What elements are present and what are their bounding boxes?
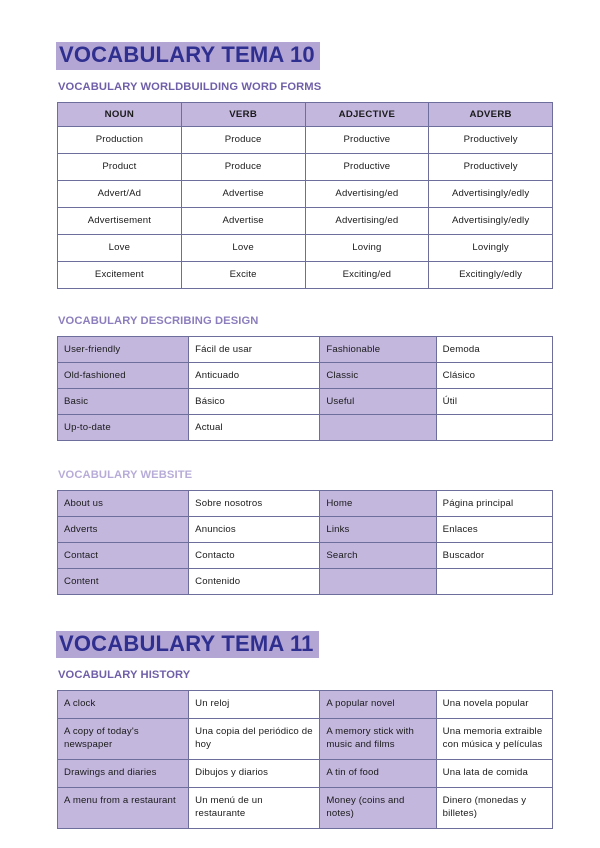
cell: Love — [58, 234, 182, 261]
cell: Productive — [305, 153, 429, 180]
cell: Productive — [305, 126, 429, 153]
table-row — [58, 490, 553, 516]
cell-term-es: Útil — [436, 388, 552, 414]
cell-term-es: Clásico — [436, 362, 552, 388]
table-row — [58, 691, 553, 719]
table-row — [58, 126, 553, 153]
cell-term-en: User-friendly — [58, 336, 189, 362]
table-row — [58, 542, 553, 568]
cell: Advertising/ed — [305, 207, 429, 234]
cell: Advertisingly/edly — [429, 180, 553, 207]
table-website — [57, 490, 553, 595]
cell: Product — [58, 153, 182, 180]
cell-term-es: Dibujos y diarios — [189, 760, 320, 788]
cell-term-es: Buscador — [436, 542, 552, 568]
cell-term-en: Basic — [58, 388, 189, 414]
cell-term-en: A memory stick with music and films — [320, 719, 436, 760]
column-header-adjective: ADJECTIVE — [305, 102, 429, 126]
cell-term-es: Página principal — [436, 490, 552, 516]
cell-empty — [320, 568, 436, 594]
table-row — [58, 760, 553, 788]
table-row — [58, 180, 553, 207]
cell: Excite — [181, 261, 305, 288]
cell-term-en: Content — [58, 568, 189, 594]
cell: Advertisement — [58, 207, 182, 234]
table-header-row — [58, 102, 553, 126]
cell: Advert/Ad — [58, 180, 182, 207]
cell-term-es: Contacto — [189, 542, 320, 568]
cell-term-es: Anuncios — [189, 516, 320, 542]
cell-term-en: Drawings and diaries — [58, 760, 189, 788]
table-row — [58, 336, 553, 362]
table-row — [58, 719, 553, 760]
cell: Lovingly — [429, 234, 553, 261]
cell-term-en: Adverts — [58, 516, 189, 542]
cell-term-en: Fashionable — [320, 336, 436, 362]
table-row — [58, 516, 553, 542]
table-row — [58, 788, 553, 829]
cell-term-es: Dinero (monedas y billetes) — [436, 788, 552, 829]
cell-term-en: Contact — [58, 542, 189, 568]
cell-term-es: Contenido — [189, 568, 320, 594]
table-row — [58, 388, 553, 414]
cell-term-es: Enlaces — [436, 516, 552, 542]
cell-term-es: Una memoria extraible con música y películas — [436, 719, 552, 760]
table-row — [58, 207, 553, 234]
cell-term-en: A copy of today's newspaper — [58, 719, 189, 760]
section-heading-history: VOCABULARY HISTORY — [58, 669, 191, 682]
page-title-tema-10: VOCABULARY TEMA 10 — [56, 42, 320, 70]
section-heading-describing-design: VOCABULARY DESCRIBING DESIGN — [58, 314, 259, 327]
cell-term-en: Up-to-date — [58, 414, 189, 440]
cell: Excitement — [58, 261, 182, 288]
column-header-noun: NOUN — [58, 102, 182, 126]
cell-term-es: Fácil de usar — [189, 336, 320, 362]
cell-term-es: Anticuado — [189, 362, 320, 388]
cell: Loving — [305, 234, 429, 261]
cell: Exciting/ed — [305, 261, 429, 288]
cell: Excitingly/edly — [429, 261, 553, 288]
column-header-verb: VERB — [181, 102, 305, 126]
cell-empty — [320, 414, 436, 440]
cell-term-en: A tin of food — [320, 760, 436, 788]
cell-term-en: Old-fashioned — [58, 362, 189, 388]
cell-term-en: Search — [320, 542, 436, 568]
cell-term-es: Una copia del periódico de hoy — [189, 719, 320, 760]
cell: Production — [58, 126, 182, 153]
cell-term-es: Demoda — [436, 336, 552, 362]
table-row — [58, 414, 553, 440]
cell-term-es: Básico — [189, 388, 320, 414]
table-describing-design — [57, 336, 553, 441]
cell-term-es: Una novela popular — [436, 691, 552, 719]
cell: Produce — [181, 126, 305, 153]
cell-term-en: A menu from a restaurant — [58, 788, 189, 829]
cell-term-es: Sobre nosotros — [189, 490, 320, 516]
cell-empty — [436, 414, 552, 440]
section-heading-website: VOCABULARY WEBSITE — [58, 468, 193, 481]
cell: Advertise — [181, 180, 305, 207]
cell-term-es: Una lata de comida — [436, 760, 552, 788]
cell-term-en: Links — [320, 516, 436, 542]
cell-term-es: Un reloj — [189, 691, 320, 719]
cell: Produce — [181, 153, 305, 180]
cell-term-en: Classic — [320, 362, 436, 388]
table-row — [58, 234, 553, 261]
cell-term-es: Actual — [189, 414, 320, 440]
table-word-forms — [57, 102, 553, 289]
table-row — [58, 153, 553, 180]
table-history — [57, 690, 553, 829]
cell-term-en: Money (coins and notes) — [320, 788, 436, 829]
table-row — [58, 362, 553, 388]
cell: Productively — [429, 153, 553, 180]
cell-term-en: A clock — [58, 691, 189, 719]
section-heading-word-forms: VOCABULARY WORLDBUILDING WORD FORMS — [58, 80, 322, 93]
cell: Advertise — [181, 207, 305, 234]
cell-term-en: Useful — [320, 388, 436, 414]
cell: Productively — [429, 126, 553, 153]
cell-empty — [436, 568, 552, 594]
cell-term-en: About us — [58, 490, 189, 516]
cell: Advertisingly/edly — [429, 207, 553, 234]
column-header-adverb: ADVERB — [429, 102, 553, 126]
table-row — [58, 261, 553, 288]
cell: Advertising/ed — [305, 180, 429, 207]
cell-term-en: Home — [320, 490, 436, 516]
cell-term-en: A popular novel — [320, 691, 436, 719]
table-row — [58, 568, 553, 594]
cell-term-es: Un menú de un restaurante — [189, 788, 320, 829]
page-title-tema-11: VOCABULARY TEMA 11 — [56, 631, 319, 659]
cell: Love — [181, 234, 305, 261]
